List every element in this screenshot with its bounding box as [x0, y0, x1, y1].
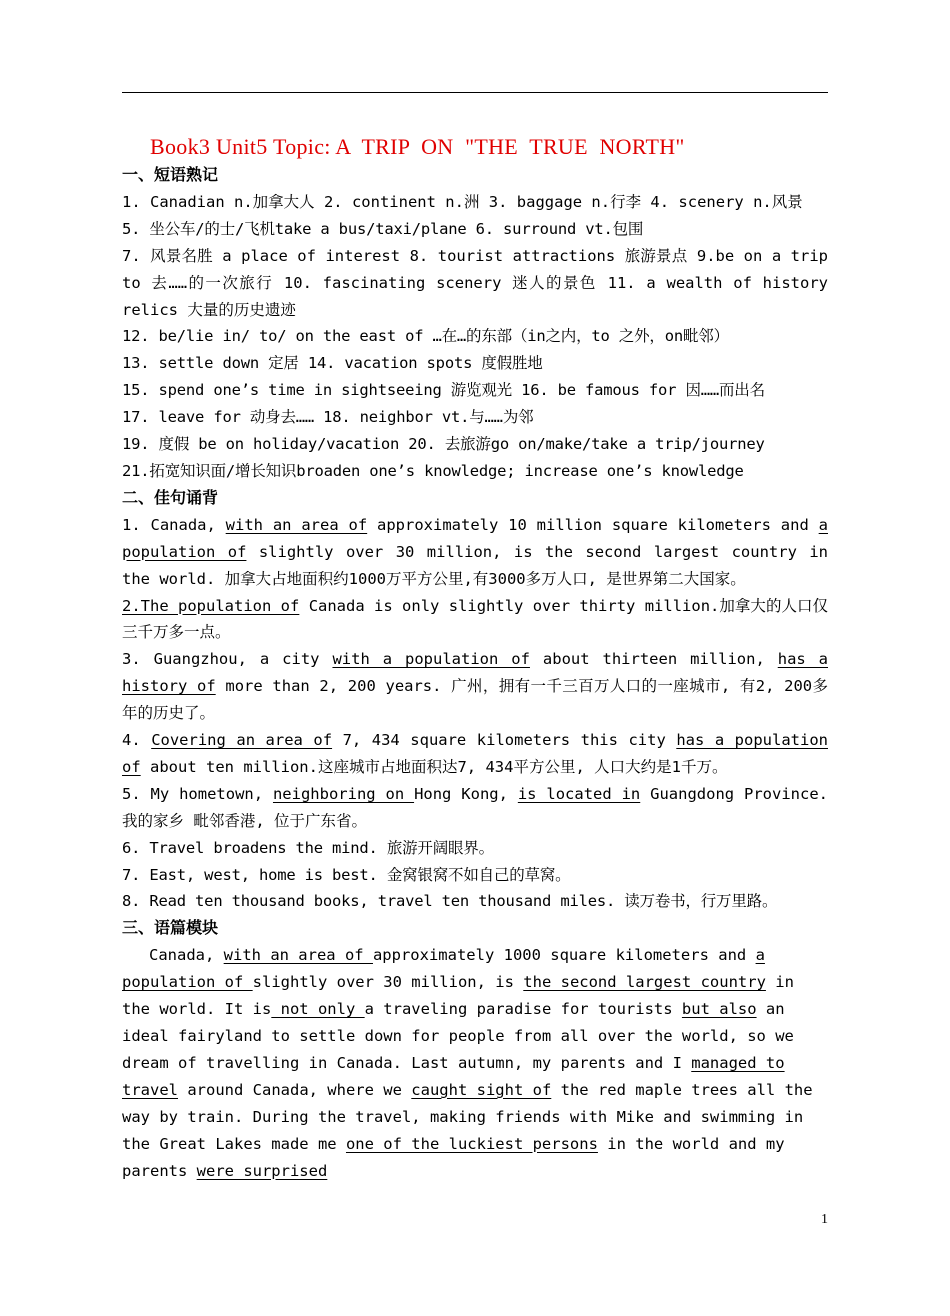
section-heading-phrases: 一、短语熟记 [122, 165, 219, 184]
page-number: 1 [821, 1212, 828, 1227]
phrase-line: 17. leave for 动身去…… 18. neighbor vt.与……为邻 [122, 408, 534, 427]
sentence-5: 5. My hometown, neighboring on Hong Kong, is located in Guangdong Province.我的家乡 毗邻香港, 位于广东省。 [122, 784, 828, 830]
sentence-4: 4. Covering an area of 7, 434 square kilometers this city has a population of about ten million.这座城市占地面积达7, 434平方公里, 人口大约是1千万。 [122, 731, 828, 776]
document-body [122, 162, 828, 1184]
key-phrase: with an area of [223, 946, 373, 965]
key-phrase: is located in [517, 784, 641, 803]
key-phrase: has a history of [122, 650, 829, 696]
section-heading-passage: 三、语篇模块 [122, 918, 219, 938]
phrase-line: 19. 度假 be on holiday/vacation 20. 去旅游go on/make/take a trip/journey [122, 435, 765, 454]
header-rule [122, 92, 828, 93]
sentence-6: 6. Travel broadens the mind. 旅游开阔眼界。 [122, 838, 494, 857]
page-title: Book3 Unit5 Topic: A TRIP ON "THE TRUE NORTH" [150, 134, 685, 159]
key-phrase: were surprised [196, 1161, 328, 1180]
key-phrase: the second largest country [523, 973, 766, 992]
key-phrase: a population of [122, 946, 765, 992]
passage-paragraph: Canada, with an area of approximately 1000 square kilometers and a population of slightly over 30 million, is the second largest country in the world. It is not only a traveling paradise for tourists but also an ideal fairyland to settle down for people from all over the world, so we dream of travelling in Canada. Last autumn, my parents and I managed to travel around Canada, where we caught sight of the red maple trees all the way by train. During the travel, making friends with Mike and swimming in the Great Lakes made me one of the luckiest persons in the world and my parents were surprised [122, 946, 813, 1180]
phrase-line: 1. Canadian n.加拿大人 2. continent n.洲 3. baggage n.行李 4. scenery n.风景 [122, 192, 803, 211]
phrase-line: 7. 风景名胜 a place of interest 8. tourist attractions 旅游景点 9.be on a trip to 去……的一次旅行 10. fascinating scenery 迷人的景色 11. a wealth of history relics 大量的历史遗迹 [122, 246, 828, 319]
key-phrase: with a population of [332, 650, 530, 669]
phrase-line: 12. be/lie in/ to/ on the east of …在…的东部（in之内，to 之外，on毗邻） [122, 327, 729, 346]
sentence-1: 1. Canada, with an area of approximately 10 million square kilometers and a population of slightly over 30 million, is the second largest country in the world. 加拿大占地面积约1000万平方公里,有3000多万人口, 是世界第二大国家。 [122, 515, 828, 588]
sentence-2: 2.The population of Canada is only slightly over thirty million.加拿大的人口仅三千万多一点。 [122, 596, 828, 642]
key-phrase: has a population of [122, 731, 828, 776]
sentence-7: 7. East, west, home is best. 金窝银窝不如自己的草窝。 [122, 865, 571, 884]
key-phrase: one of the luckiest persons [345, 1134, 598, 1153]
sentence-3: 3. Guangzhou, a city with a population of about thirteen million, has a history of more than 2, 200 years. 广州，拥有一千三百万人口的一座城市, 有2, 200多年的历史了。 [122, 650, 829, 723]
key-phrase: caught sight of [411, 1080, 552, 1099]
section-heading-sentences: 二、佳句诵背 [122, 487, 219, 507]
key-phrase: with an area of [225, 515, 368, 534]
key-phrase: Covering an area of [151, 731, 333, 750]
phrase-line: 21.拓宽知识面/增长知识broaden one’s knowledge; increase one’s knowledge [122, 461, 744, 480]
key-phrase: managed to travel [122, 1053, 785, 1099]
phrase-line: 5. 坐公车/的士/飞机take a bus/taxi/plane 6. surround vt.包围 [122, 219, 644, 238]
key-phrase: 2.The population of [122, 596, 300, 615]
key-phrase: neighboring on [272, 784, 415, 803]
key-phrase: but also [681, 1000, 757, 1019]
sentence-8: 8. Read ten thousand books, travel ten thousand miles. 读万卷书，行万里路。 [122, 892, 778, 911]
key-phrase: a population of [122, 515, 828, 561]
phrase-line: 15. spend one’s time in sightseeing 游览观光 16. be famous for 因……而出名 [122, 381, 765, 400]
key-phrase: not only [271, 1000, 365, 1019]
phrase-line: 13. settle down 定居 14. vacation spots 度假胜地 [122, 354, 543, 373]
